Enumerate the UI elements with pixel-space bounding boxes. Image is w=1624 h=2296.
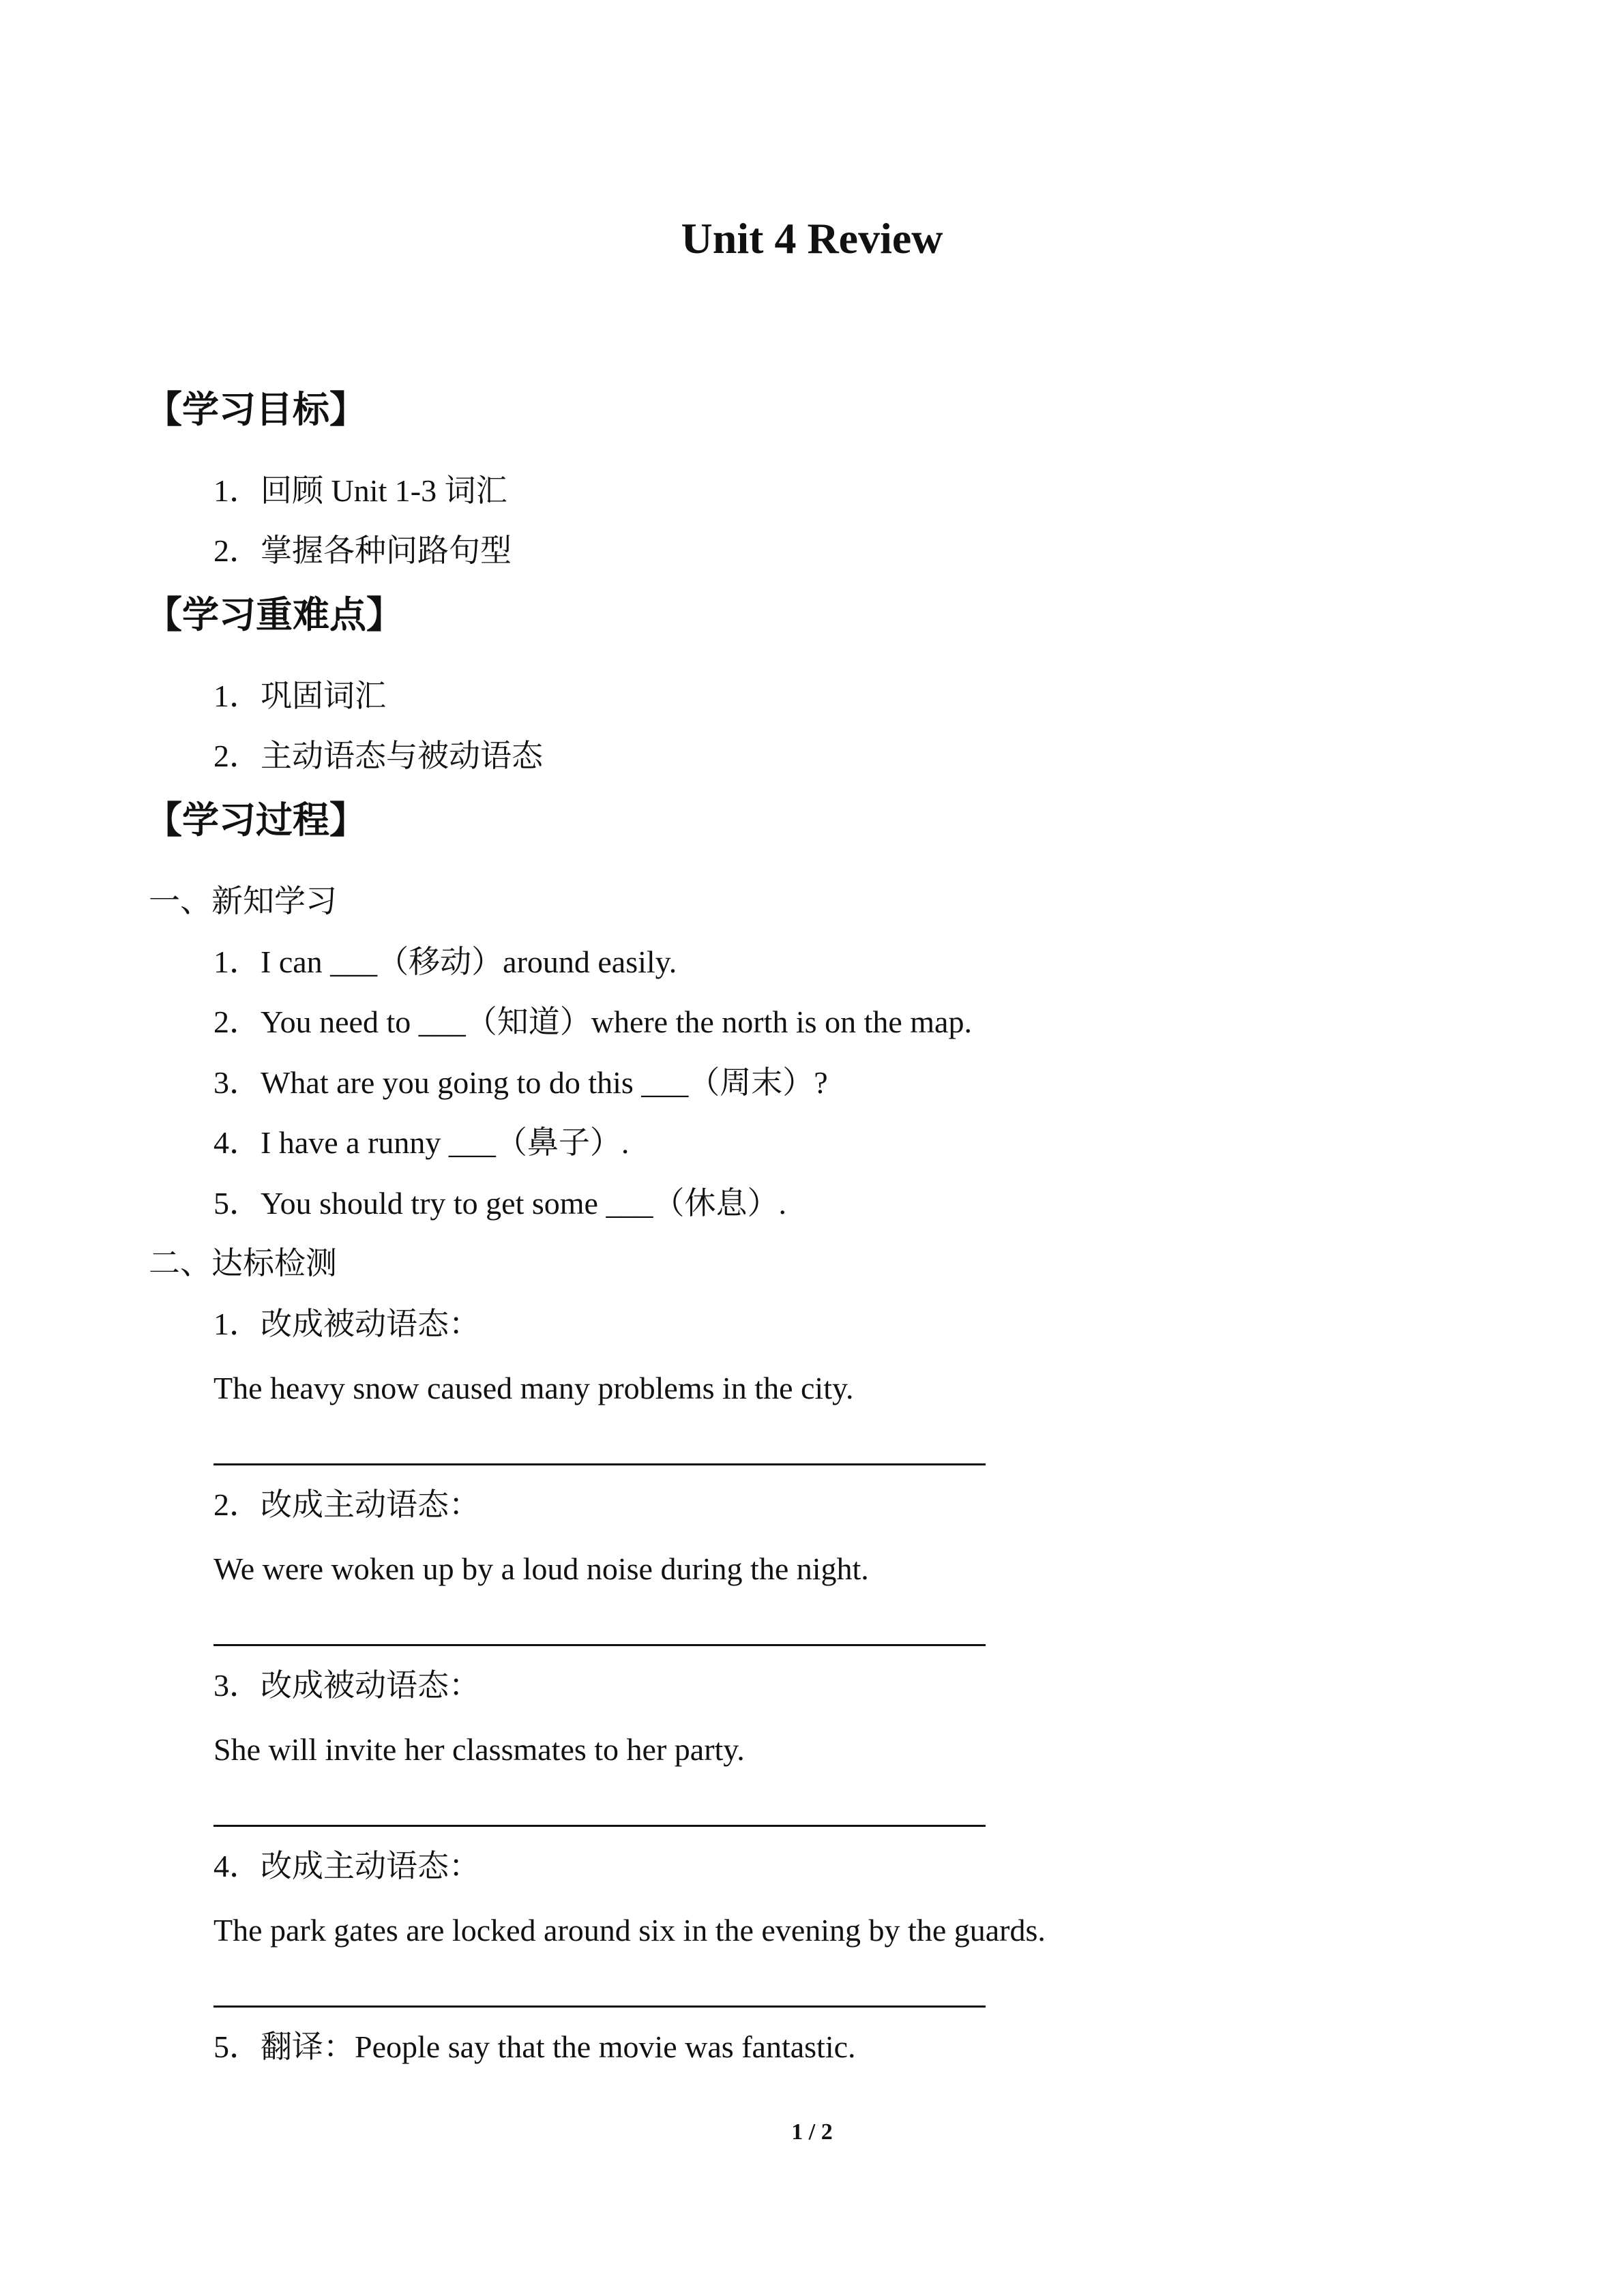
part-label-new-knowledge: 一、新知学习 bbox=[149, 884, 337, 919]
task-instruction bbox=[213, 2027, 856, 2068]
task-sentence: The park gates are locked around six in the evening by the guards. bbox=[213, 1913, 1046, 1948]
objective-item: 1．回顾 Unit 1-3 词汇 bbox=[213, 473, 507, 508]
section-heading-objectives: 【学习目标】 bbox=[145, 388, 366, 431]
task-instruction: 1．改成被动语态： bbox=[213, 1307, 480, 1341]
task-sentence: People say that the movie was fantastic. bbox=[355, 2029, 856, 2064]
task-sentence: We were woken up by a loud noise during the night. bbox=[213, 1551, 869, 1586]
exercise-item: 2．You need to ___（知道）where the north is on the map. bbox=[213, 1004, 972, 1039]
exercise-item: 4．I have a runny ___（鼻子）. bbox=[213, 1125, 630, 1160]
task-instruction: 2．改成主动语态： bbox=[213, 1487, 480, 1522]
objective-item: 2．掌握各种问路句型 bbox=[213, 533, 512, 568]
task-sentence: The heavy snow caused many problems in the city. bbox=[213, 1371, 854, 1405]
exercise-item: 1．I can ___（移动）around easily. bbox=[213, 944, 677, 979]
key-point-item: 1．巩固词汇 bbox=[213, 679, 386, 713]
exercise-item: 3．What are you going to do this ___（周末）? bbox=[213, 1065, 828, 1100]
key-point-item: 2．主动语态与被动语态 bbox=[213, 739, 543, 773]
task-sentence: She will invite her classmates to her party. bbox=[213, 1732, 745, 1767]
part-label-assessment: 二、达标检测 bbox=[149, 1246, 337, 1281]
answer-line[interactable] bbox=[213, 1825, 986, 1827]
answer-line[interactable] bbox=[213, 1644, 986, 1646]
answer-line[interactable] bbox=[213, 1463, 986, 1465]
task-instruction: 3．改成被动语态： bbox=[213, 1668, 480, 1703]
task-instruction-label: 5．翻译： bbox=[213, 2029, 355, 2064]
section-heading-key-points: 【学习重难点】 bbox=[145, 593, 403, 636]
exercise-item: 5．You should try to get some ___（休息）. bbox=[213, 1186, 786, 1221]
page-number: 1 / 2 bbox=[791, 2119, 833, 2145]
page-title: Unit 4 Review bbox=[681, 214, 943, 263]
answer-line[interactable] bbox=[213, 2006, 986, 2008]
task-instruction: 4．改成主动语态： bbox=[213, 1849, 480, 1883]
section-heading-process: 【学习过程】 bbox=[145, 799, 366, 841]
